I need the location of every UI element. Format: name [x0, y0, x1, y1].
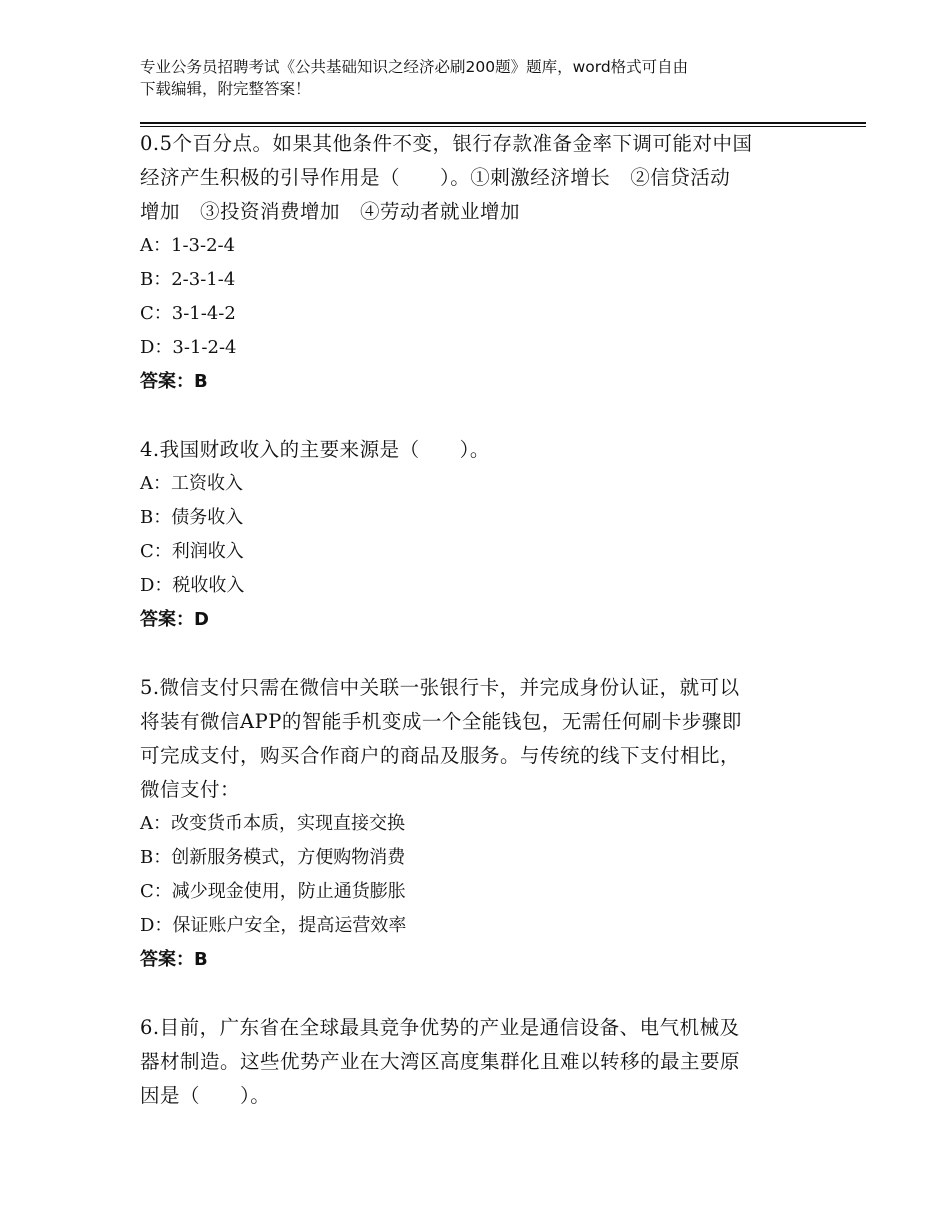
header-line-2: 下载编辑，附完整答案！ [140, 80, 311, 98]
answer: 答案：B [140, 371, 208, 392]
question-block [140, 671, 840, 977]
question-block [140, 127, 840, 399]
question-line: 因是（ ）。 [140, 1084, 271, 1107]
option-a: A：1-3-2-4 [140, 235, 236, 256]
header-line-1: 专业公务员招聘考试《公共基础知识之经济必刷200题》题库，word格式可自由 [140, 58, 689, 76]
option-b: B：2-3-1-4 [140, 269, 236, 290]
question-line: 6.目前，广东省在全球最具竞争优势的产业是通信设备、电气机械及 [140, 1016, 740, 1039]
option-a: A：工资收入 [140, 473, 243, 494]
question-line: 0.5个百分点。如果其他条件不变，银行存款准备金率下调可能对中国 [140, 132, 753, 155]
answer: 答案：B [140, 949, 208, 970]
question-line: 经济产生积极的引导作用是（ ）。①刺激经济增长 ②信贷活动 [140, 166, 731, 189]
document-header [140, 56, 820, 100]
question-block [140, 1011, 840, 1113]
header-rule-thick [140, 122, 866, 124]
option-d: D：3-1-2-4 [140, 337, 237, 358]
option-b: B：债务收入 [140, 507, 244, 528]
question-line: 4.我国财政收入的主要来源是（ ）。 [140, 438, 490, 461]
answer: 答案：D [140, 609, 209, 630]
option-a: A：改变货币本质，实现直接交换 [140, 813, 405, 834]
question-line: 可完成支付，购买合作商户的商品及服务。与传统的线下支付相比， [140, 744, 741, 767]
option-d: D：保证账户安全，提高运营效率 [140, 915, 407, 936]
question-line: 器材制造。这些优势产业在大湾区高度集群化且难以转移的最主要原 [140, 1050, 741, 1073]
option-c: C：3-1-4-2 [140, 303, 236, 324]
option-c: C：利润收入 [140, 541, 244, 562]
option-c: C：减少现金使用，防止通货膨胀 [140, 881, 406, 902]
option-b: B：创新服务模式，方便购物消费 [140, 847, 406, 868]
question-list [140, 127, 840, 1113]
question-line: 5.微信支付只需在微信中关联一张银行卡，并完成身份认证，就可以 [140, 676, 740, 699]
option-d: D：税收收入 [140, 575, 245, 596]
question-line: 微信支付： [140, 778, 241, 801]
question-block [140, 433, 840, 637]
question-line: 增加 ③投资消费增加 ④劳动者就业增加 [140, 200, 521, 223]
question-line: 将装有微信APP的智能手机变成一个全能钱包，无需任何刷卡步骤即 [140, 710, 742, 733]
